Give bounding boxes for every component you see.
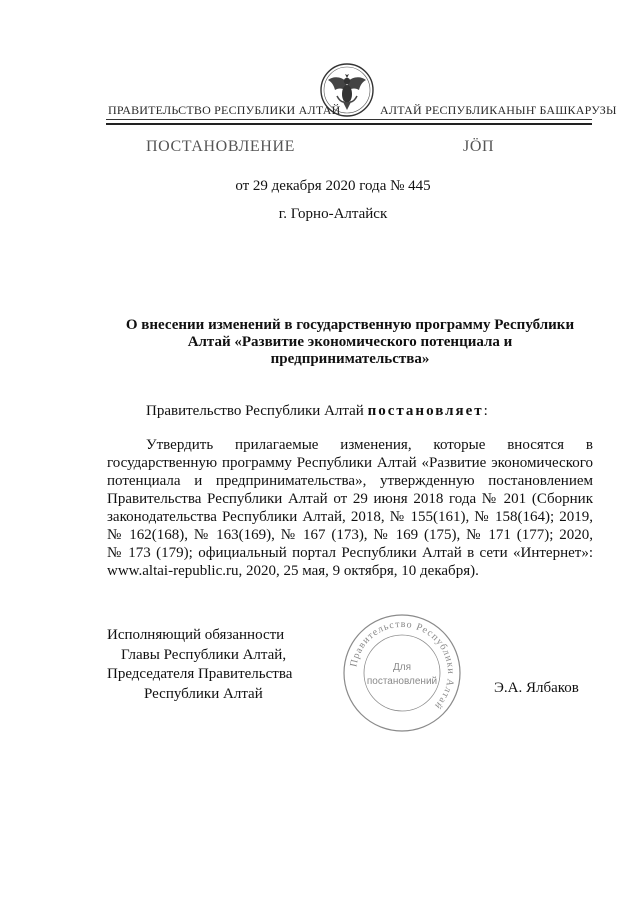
- body-line: www.altai-republic.ru, 2020, 25 мая, 9 октября, 10 декабря).: [107, 563, 479, 579]
- official-stamp: [341, 612, 463, 734]
- body-line: Правительства Республики Алтай от 29 июня 2018 года № 201 (Сборник: [107, 491, 593, 507]
- document-title: [108, 317, 592, 368]
- signatory-line: Республики Алтай: [144, 685, 263, 702]
- body-line: № 173 (179); официальный портал Республики Алтай в сети «Интернет»:: [107, 545, 593, 561]
- body-line: законодательства Республики Алтай, 2018, № 155(161), № 158(164); 2019,: [107, 509, 593, 525]
- header-divider-thin: [106, 119, 592, 120]
- title-line: предпринимательства»: [270, 351, 430, 367]
- title-line: О внесении изменений в государственную программу Республики: [125, 317, 575, 333]
- document-city: г. Горно-Алтайск: [278, 206, 388, 222]
- org-name-russian: ПРАВИТЕЛЬСТВО РЕСПУБЛИКИ АЛТАЙ: [108, 103, 341, 117]
- doc-type-russian: ПОСТАНОВЛЕНИЕ: [146, 138, 295, 155]
- title-line: Алтай «Развитие экономического потенциала и: [187, 334, 513, 350]
- signatory-line: Исполняющий обязанности: [107, 627, 285, 643]
- body-line: Утвердить прилагаемые изменения, которые вносятся в: [146, 437, 593, 453]
- decree-body: [107, 436, 593, 580]
- body-line: государственную программу Республики Алтай «Развитие экономического: [107, 455, 593, 471]
- signatory-title: [107, 626, 292, 704]
- stamp-ring-text: Правительство Республики Алтай: [348, 618, 457, 712]
- doc-type-altai: ЈӦП: [463, 138, 495, 155]
- preamble-tail: :: [483, 403, 488, 419]
- stamp-center-bottom: постановлений: [366, 676, 438, 687]
- body-line: потенциала и предпринимательства», утвержденную постановлением: [107, 473, 593, 489]
- signer-name: Э.А. Ялбаков: [494, 680, 579, 696]
- preamble-text: Правительство Республики Алтай: [146, 403, 368, 419]
- document-date: от 29 декабря 2020 года № 445: [235, 178, 431, 194]
- preamble-emphasis: постановляет: [367, 403, 484, 419]
- stamp-center-top: Для: [392, 662, 412, 673]
- org-name-altai: АЛТАЙ РЕСПУБЛИКАНЫҤ БАШКАРУЗЫ: [380, 103, 617, 117]
- signatory-line: Главы Республики Алтай,: [121, 646, 287, 663]
- preamble: [146, 403, 488, 420]
- signatory-line: Председателя Правительства: [107, 666, 293, 682]
- body-line: № 162(168), № 163(169), № 167 (173), № 169 (175), № 171 (177); 2020,: [107, 527, 593, 543]
- header-divider-thick: [106, 123, 592, 125]
